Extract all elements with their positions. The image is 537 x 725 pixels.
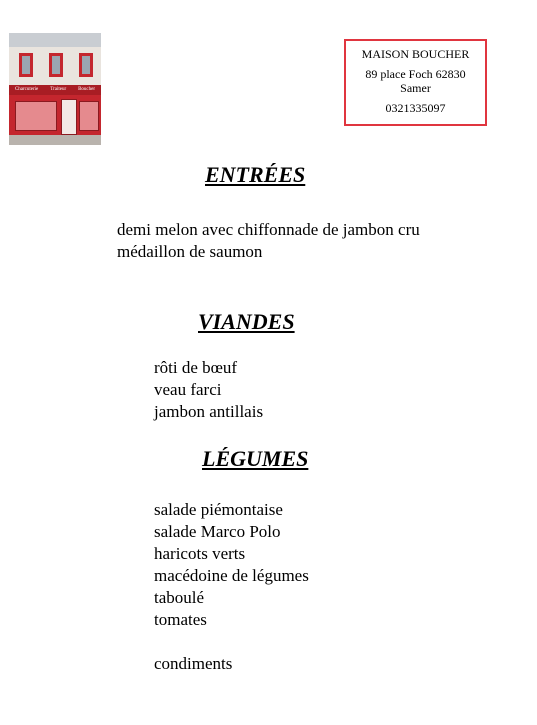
shop-city: Samer <box>400 81 431 95</box>
photo-window <box>19 53 33 77</box>
section-title-viandes: VIANDES <box>198 309 295 334</box>
photo-window <box>79 53 93 77</box>
section-title-legumes: LÉGUMES <box>202 446 309 471</box>
shop-name: MAISON BOUCHER <box>361 47 470 61</box>
photo-door <box>61 99 77 135</box>
photo-shop-sign <box>9 85 101 95</box>
list-spacer <box>154 631 309 653</box>
list-item: haricots verts <box>154 544 246 563</box>
list-item: médaillon de saumon <box>117 242 263 261</box>
list-item: jambon antillais <box>154 402 264 421</box>
contact-box <box>344 39 487 126</box>
legumes-list <box>154 499 309 675</box>
viandes-list <box>154 357 263 423</box>
photo-sign-word: Traiteur <box>50 87 67 92</box>
photo-sign-word: Boucher <box>78 87 96 92</box>
shop-address: 89 place Foch 62830 <box>365 67 466 81</box>
list-item: macédoine de légumes <box>154 566 309 585</box>
list-item: salade piémontaise <box>154 500 283 519</box>
list-item: taboulé <box>154 588 205 607</box>
shop-photo <box>9 33 101 145</box>
list-item: tomates <box>154 610 207 629</box>
list-item: condiments <box>154 654 233 673</box>
list-item: rôti de bœuf <box>154 358 238 377</box>
list-item: salade Marco Polo <box>154 522 281 541</box>
photo-pavement <box>9 135 101 145</box>
photo-display-window <box>79 101 99 131</box>
section-title-entrees: ENTRÉES <box>205 162 306 187</box>
photo-window <box>49 53 63 77</box>
shop-phone: 0321335097 <box>385 101 446 115</box>
photo-display-window <box>15 101 57 131</box>
photo-sign-word: Charcuterie <box>14 87 39 92</box>
list-item: demi melon avec chiffonnade de jambon cru <box>117 220 420 239</box>
entrees-list <box>117 219 420 263</box>
list-item: veau farci <box>154 380 222 399</box>
